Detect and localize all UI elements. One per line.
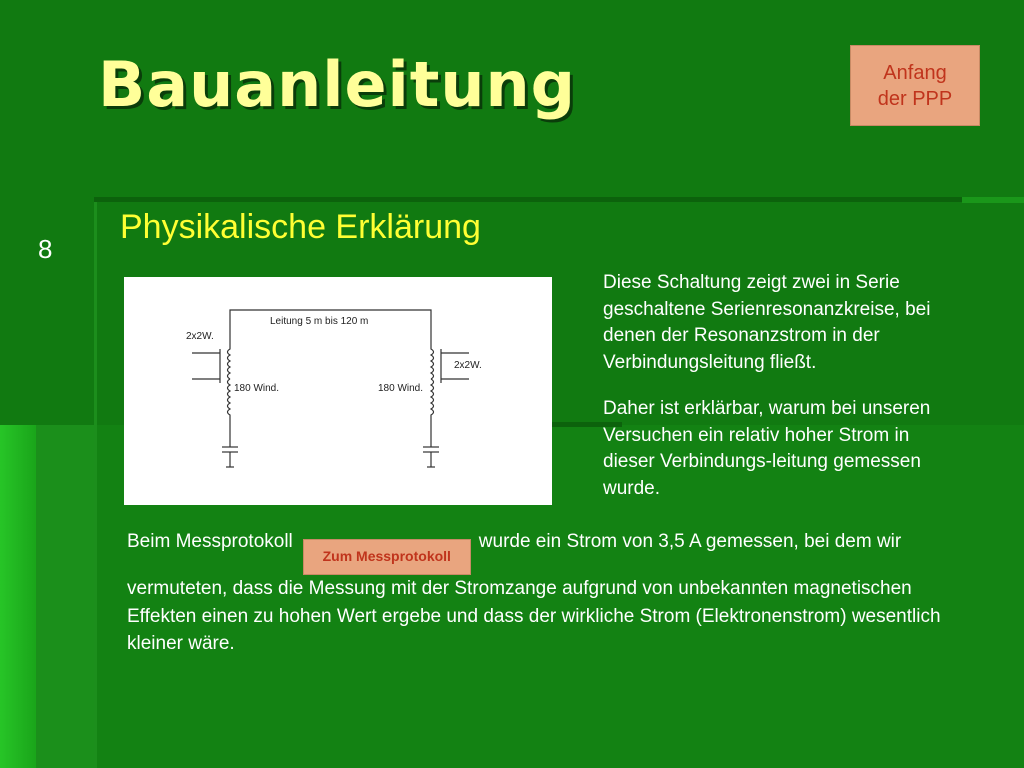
page-title: Bauanleitung	[98, 48, 577, 121]
left-resonance-coil	[228, 379, 231, 447]
measurement-text-after: wurde ein Strom von 3,5 A gemessen, bei dem wir vermuteten, dass die Messung mit der Stromzange aufgrund von unbekannten magnetischen Effekten einen zu hohen Wert ergebe und dass der wirkliche Strom (Elektronenstrom) wesentlich kleiner wäre.	[127, 531, 941, 654]
decor-stripe-mid	[36, 425, 94, 768]
measurement-paragraph	[127, 528, 957, 658]
start-presentation-button[interactable]	[850, 45, 980, 126]
right-resonance-coil	[431, 379, 434, 447]
circuit-svg	[124, 277, 552, 505]
decor-top-rule	[94, 197, 962, 202]
line-length-label: Leitung 5 m bis 120 m	[270, 316, 369, 327]
explanation-paragraph-2: Daher ist erklärbar, warum bei unseren Versuchen ein relativ hoher Strom in dieser Verbindungs-leitung gemessen wurde.	[603, 398, 931, 499]
measurement-protocol-button[interactable]: Zum Messprotokoll	[303, 539, 471, 575]
right-windings-label: 180 Wind.	[378, 383, 424, 394]
start-button-label-line2: der PPP	[877, 87, 953, 110]
decor-vertical-rule	[94, 197, 97, 768]
section-subtitle: Physikalische Erklärung	[120, 208, 481, 246]
left-coupling-label: 2x2W.	[186, 331, 214, 342]
explanation-paragraph-1: Diese Schaltung zeigt zwei in Serie geschaltene Serienresonanzkreise, bei denen der Resonanzstrom in der Verbindungsleitung fließt.	[603, 272, 931, 373]
measurement-text-before: Beim Messprotokoll	[127, 531, 293, 552]
slide-number: 8	[38, 234, 53, 264]
right-coupling-coil	[431, 339, 434, 379]
start-button-label-line1: Anfang	[883, 61, 947, 84]
decor-top-rule-end	[962, 197, 1024, 203]
circuit-diagram	[124, 277, 552, 505]
decor-stripe-bright	[0, 425, 36, 768]
left-windings-label: 180 Wind.	[234, 383, 280, 394]
right-coupling-label: 2x2W.	[454, 360, 482, 371]
left-coupling-coil	[228, 339, 231, 379]
